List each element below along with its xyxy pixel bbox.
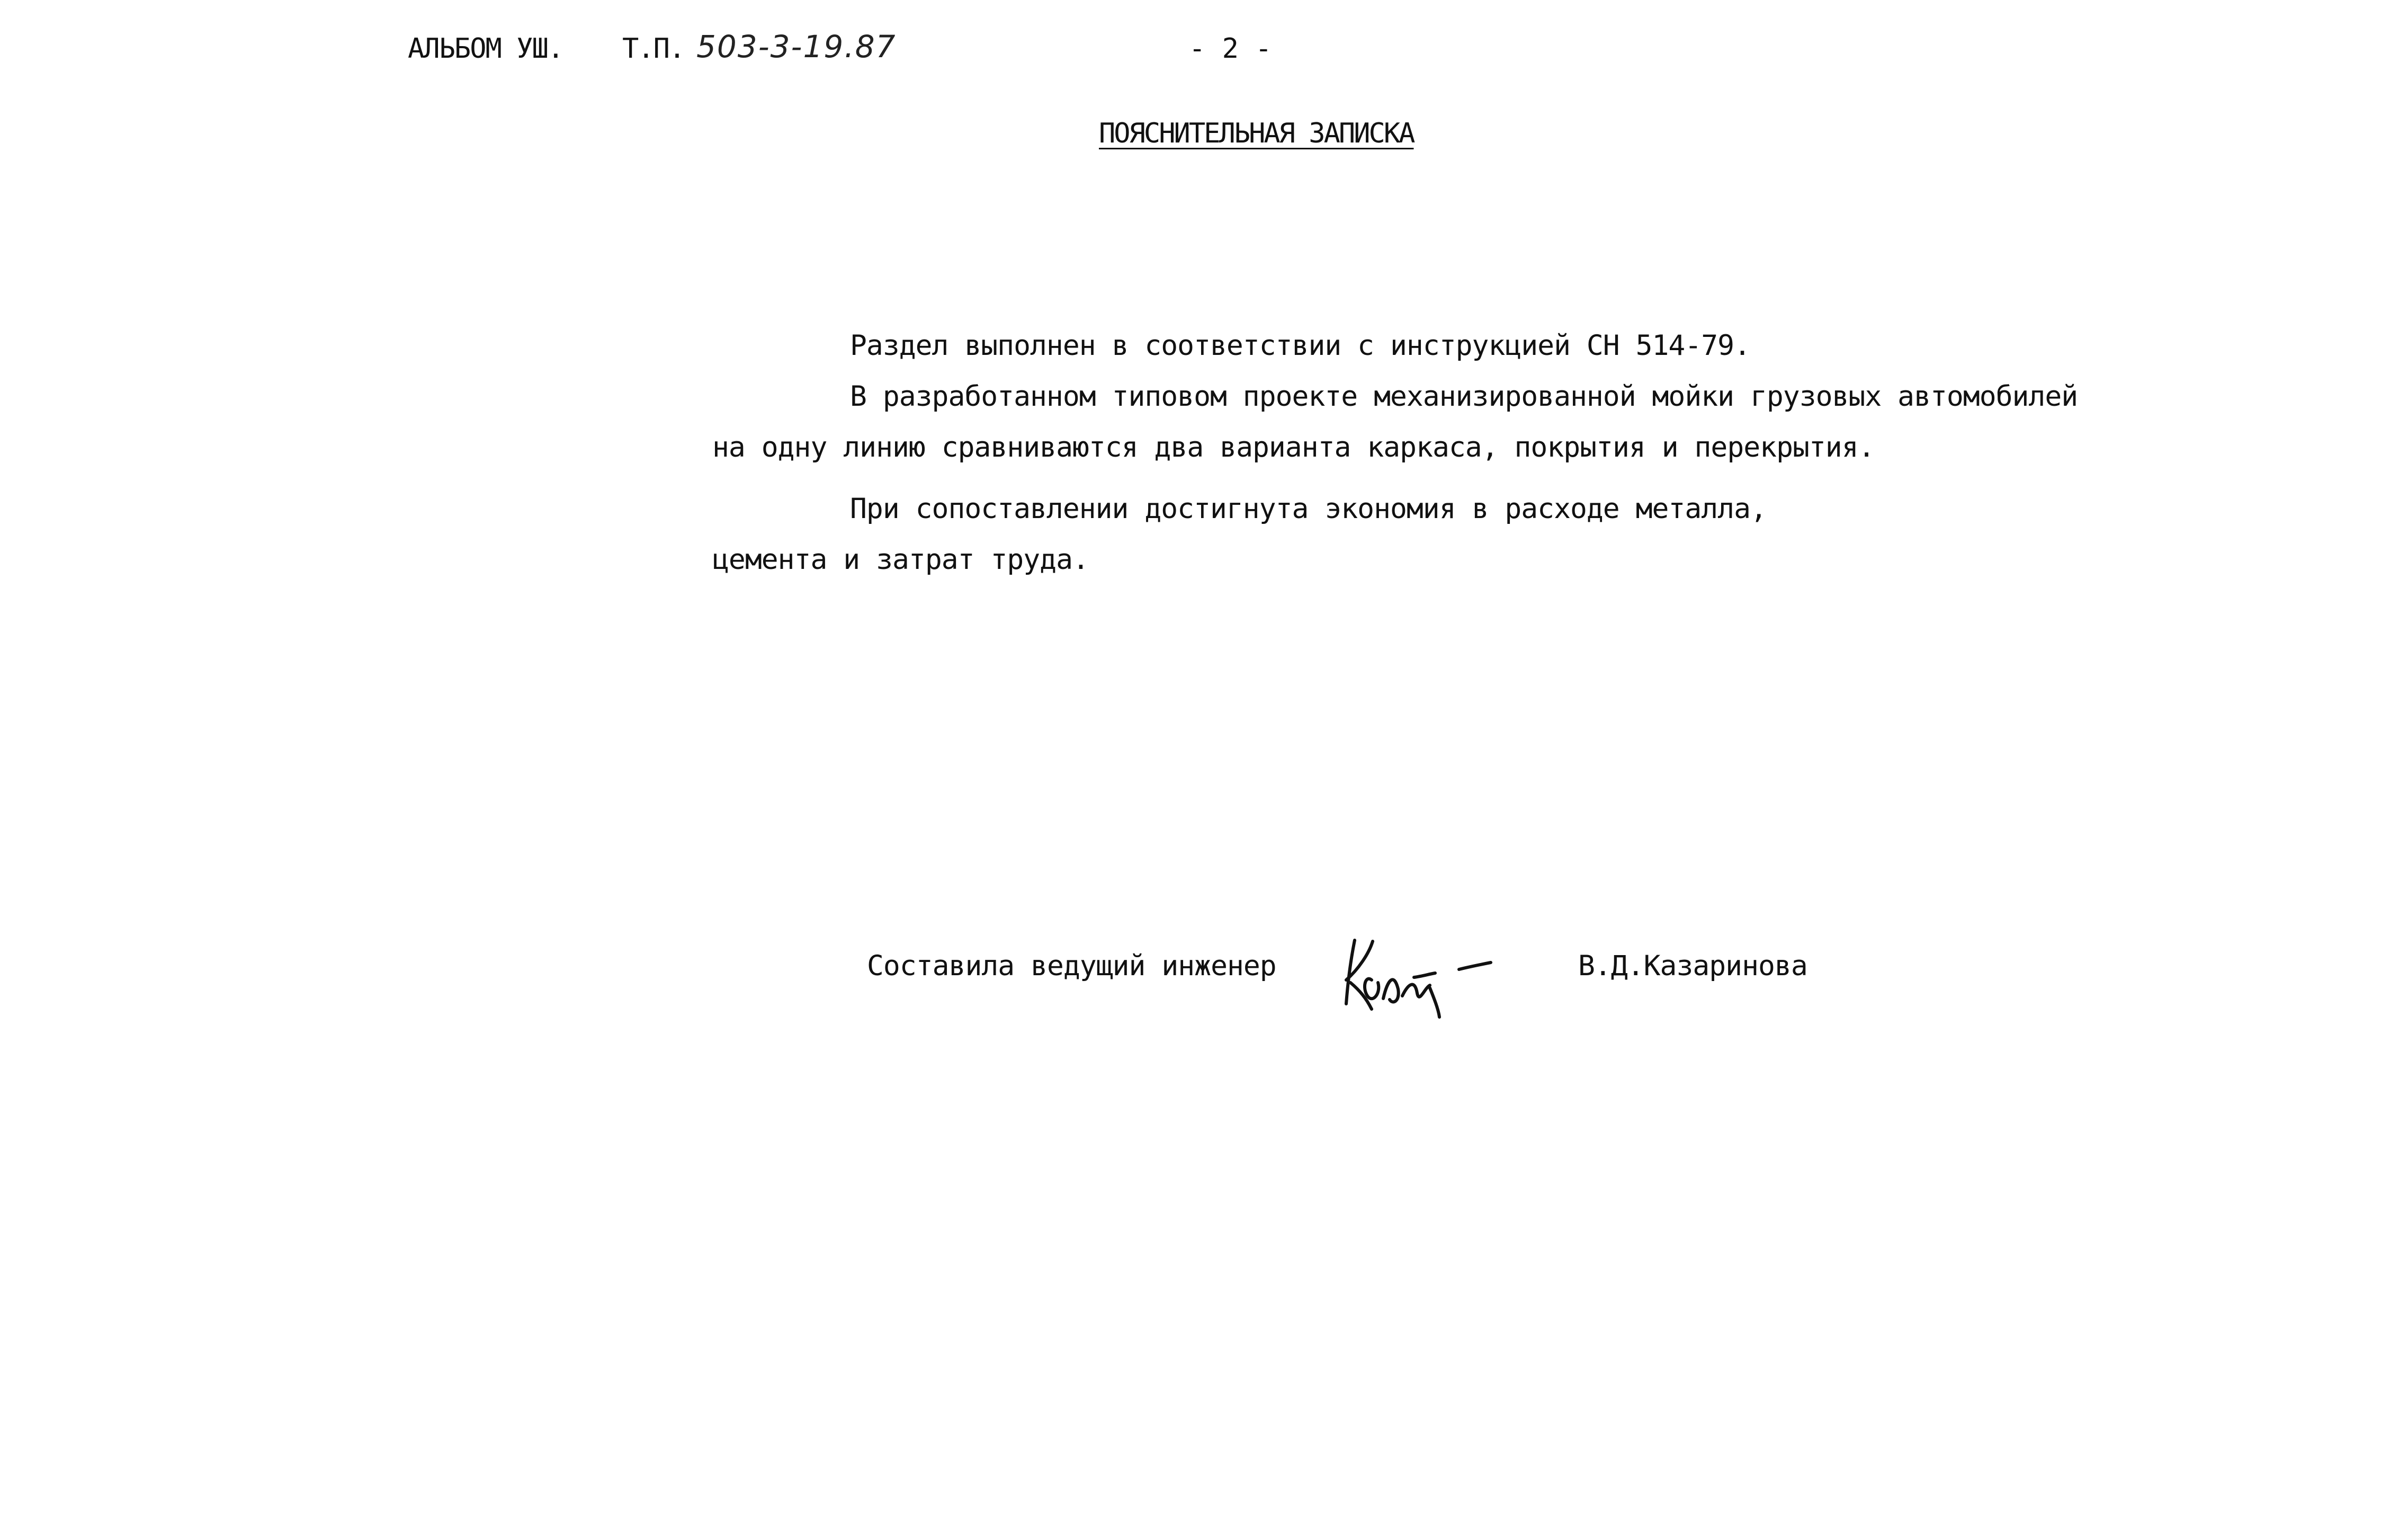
album-label: АЛЬБОМ УШ. — [408, 33, 563, 65]
signer-role: Составила ведущий инженер — [867, 950, 1276, 982]
paragraph-3-line-1: При сопоставлении достигнута экономия в расходе металла, — [850, 493, 1767, 525]
handwritten-signature — [1335, 930, 1504, 1020]
tp-number: 503-3-19.87 — [696, 29, 897, 65]
document-title: ПОЯСНИТЕЛЬНАЯ ЗАПИСКА — [1099, 118, 1414, 149]
signer-name: В.Д.Казаринова — [1578, 950, 1807, 982]
paragraph-1-line-1: Раздел выполнен в соответствии с инструкцией СН 514-79. — [850, 329, 1750, 362]
tp-prefix: Т.П. — [622, 33, 685, 65]
page-number: - 2 - — [1189, 33, 1272, 65]
paragraph-2-line-1: В разработанном типовом проекте механизированной мойки грузовых автомобилей — [850, 380, 2078, 413]
paragraph-2-line-2: на одну линию сравниваются два варианта каркаса, покрытия и перекрытия. — [712, 431, 1875, 464]
paragraph-3-line-2: цемента и затрат труда. — [712, 543, 1089, 576]
